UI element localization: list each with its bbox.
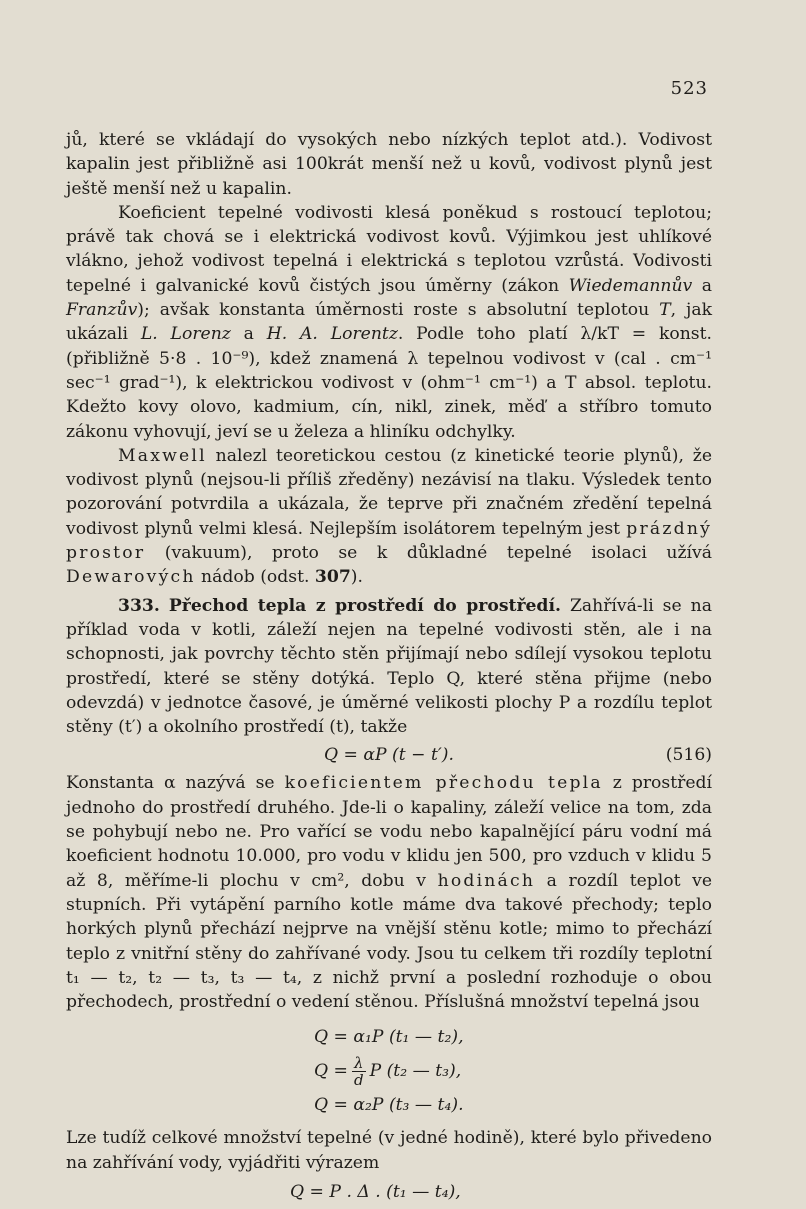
p2-text-b: ); avšak konstanta úměrnosti roste s absolutní teplotou <box>137 300 660 321</box>
fraction-numerator: λ <box>352 1055 366 1072</box>
p2-text-c: , jak ukázali <box>66 300 712 345</box>
page-number: 523 <box>670 78 708 99</box>
equation-516-formula: Q = αP (t − t′). <box>324 745 454 766</box>
equation-a: Q = α₁P (t₁ — t₂), <box>314 1027 464 1048</box>
section-ref: 307 <box>314 567 351 588</box>
p3-text-a: nalezl teoretickou cestou (z kinetické teorie plynů), že vodivost plynů (nejsou-li příliš zředěny) nezávisí na tlaku. Výsledek tento pozorování potvrdila a ukázala, že teprve při značném zředění tepelná vodivost plynů velmi klesá. Nejlepším isolátorem tepelným jest <box>66 445 712 539</box>
paragraph-6 <box>66 1126 712 1175</box>
paragraph-5 <box>66 771 712 1014</box>
dewar-name: Dewarových <box>66 567 196 588</box>
p5-text-c: a rozdíl teplot ve stupních. Při vytápění parního kotle máme dva takové přechody; teplo horkých plynů přechází nejprve na vnější stěnu kotle; mimo to přechází teplo z vnitřní stěny do zahřívané vody. Jsou tu celkem tři rozdíly teplotní t₁ — t₂, t₂ — t₃, t₃ — t₄, z nichž první a poslední rozhoduje o obou přechodech, prostřední o vedení stěnou. Příslušná množství tepelná jsou <box>66 870 713 1013</box>
equation-516 <box>66 739 712 771</box>
section-title: Přechod tepla z prostředí do prostředí. <box>168 595 561 616</box>
lorentz-name: H. A. Lorentz <box>266 324 398 345</box>
paragraph-4 <box>66 594 712 740</box>
p2-and-2: a <box>230 324 267 345</box>
body-text <box>66 128 712 1209</box>
wiedemann-name: Wiedemannův <box>568 275 693 296</box>
p5-text-b: z prostředí jednoho do prostředí druhého. Jde-li o kapaliny, záleží velice na tom, zda se pohybují nebo ne. Pro vařící se vodu nebo kapalnějící páru vodní má koeficient hodnotu 10.000, pro vodu v klidu jen 500, pro vzduch v klidu 5 až 8, měříme-li plochu v cm², dobu v <box>66 773 712 891</box>
paragraph-3 <box>66 444 712 590</box>
equation-c: Q = α₂P (t₃ — t₄). <box>314 1095 464 1116</box>
p3-text-c: nádob (odst. <box>195 567 315 588</box>
section-number: 333. <box>118 595 160 616</box>
p3-text-d: ). <box>350 567 363 588</box>
p5-text-a: Konstanta α nazývá se <box>66 773 285 794</box>
coefficient-term: koeficientem přechodu tepla <box>284 773 603 794</box>
p6-text: Lze tudíž celkové množství tepelné (v jedné hodině), které bylo přivedeno na zahřívání vody, vyjádřiti výrazem <box>66 1128 712 1173</box>
p2-and-1: a <box>692 275 712 296</box>
equation-b-left: Q = <box>314 1061 348 1082</box>
vacuum-term: prázdný prostor <box>66 518 712 564</box>
hours-term: hodinách <box>437 870 536 891</box>
equation-b <box>66 1054 712 1088</box>
symbol-T: T <box>659 300 671 321</box>
equation-final: Q = P . Δ . (t₁ — t₄), <box>290 1181 461 1202</box>
fraction-denominator: d <box>353 1071 364 1090</box>
paragraph-1-text: jů, které se vkládají do vysokých nebo nízkých teplot atd.). Vodivost kapalin jest přibližně asi 100krát menší než u kovů, vodivost plynů jest ještě menší než u kapalin. <box>66 130 712 199</box>
equation-b-right: P (t₂ — t₃), <box>369 1061 462 1082</box>
fraction <box>352 1055 366 1088</box>
franz-name: Franzův <box>66 300 138 321</box>
p2-text-a: Koeficient tepelné vodivosti klesá poněkud s rostoucí teplotou; právě tak chová se i elektrická vodivost kovů. Výjimkou jest uhlíkové vlákno, jehož vodivost tepelná i elektrická s teplotou vzrůstá. Vodivosti tepelné i galvanické kovů čistých jsou úměrny (zákon <box>66 202 712 296</box>
maxwell-name: Maxwell <box>118 445 207 466</box>
lorenz-name: L. Lorenz <box>140 324 231 345</box>
equation-516-number: (516) <box>665 745 712 766</box>
paragraph-2 <box>66 201 712 444</box>
p4-text: Zahřívá-li se na příklad voda v kotli, záleží nejen na tepelné vodivosti stěn, ale i na schopnosti, jak povrchy těchto stěn přijímají nebo sdílejí vysokou teplotu prostředí, které se stěny dotýká. Teplo Q, které stěna přijme (nebo odevzdá) v jednotce časové, je úměrné velikosti plochy P a rozdílu teplot stěny (t′) a okolního prostředí (t), takže <box>66 595 712 738</box>
paragraph-1 <box>66 128 712 201</box>
p3-text-b: (vakuum), proto se k důkladné tepelné isolaci užívá <box>145 543 712 564</box>
p2-text-d: . Podle toho platí λ/kT = konst. (přibližně 5·8 . 10⁻⁹), kdež znamená λ tepelnou vodivost v (cal . cm⁻¹ sec⁻¹ grad⁻¹), k elektrickou vodivost v (ohm⁻¹ cm⁻¹) a T absol. teplotu. Kdežto kovy olovo, kadmium, cín, nikl, zinek, měď a stříbro tomuto zákonu vyhovují, jeví se u železa a hliníku odchylky. <box>66 324 712 442</box>
equation-block <box>66 1020 712 1122</box>
